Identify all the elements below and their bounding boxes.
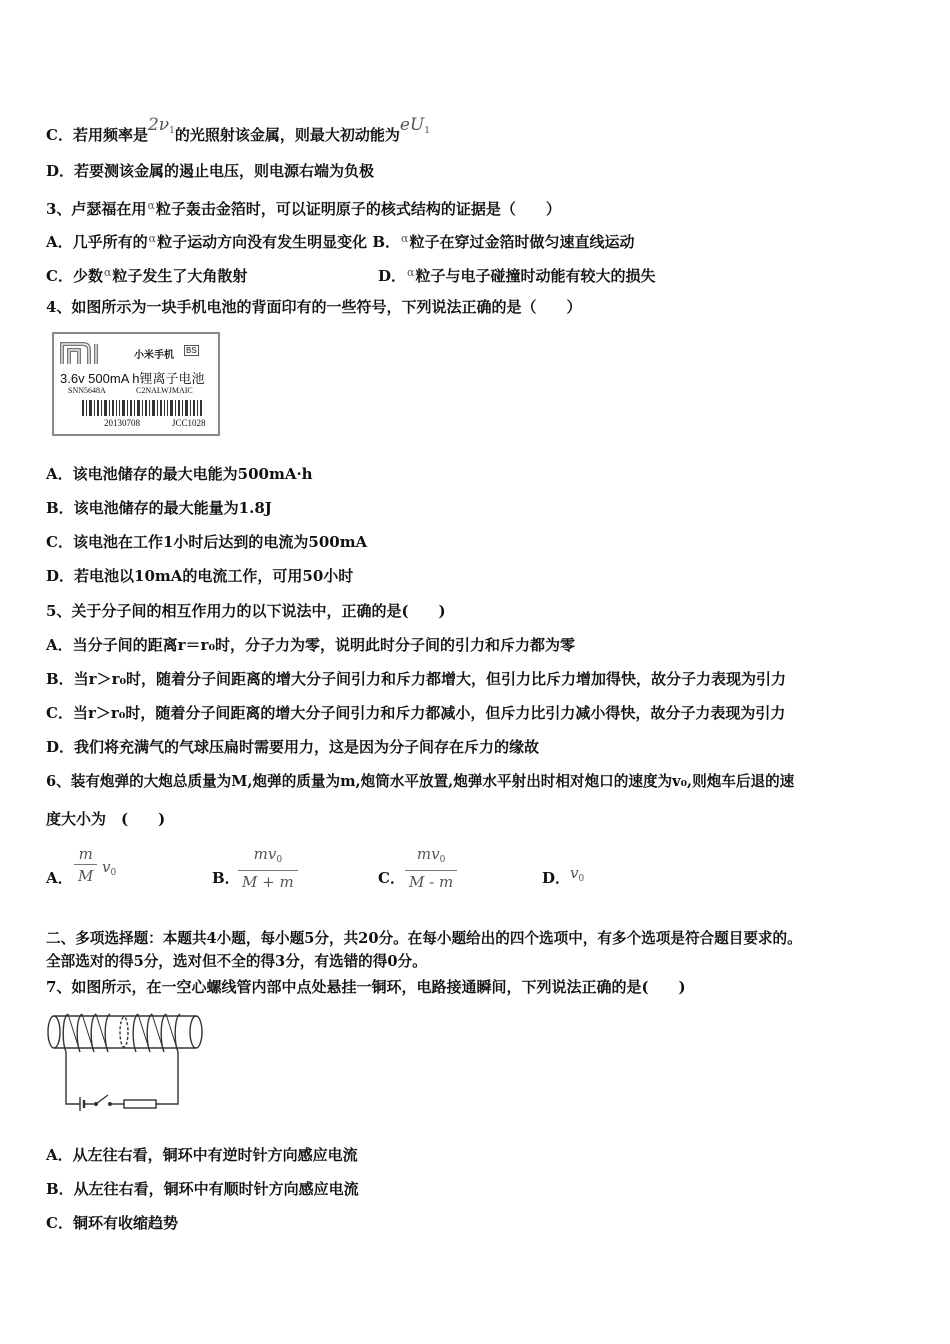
q3-option-d: D．$^\alpha$粒子与电子碰撞时动能有较大的损失 <box>378 266 656 285</box>
section2-header-line2: 全部选对的得5分，选对但不全的得3分，有选错的得0分。 <box>46 953 427 970</box>
battery-badge: BS <box>186 346 197 355</box>
battery-spec: 3.6v 500mA h锂离子电池 <box>60 371 205 386</box>
q6-option-b-fraction: $\frac{mv_0}{M + m}$ <box>238 844 298 893</box>
frequency-formula: $2\nu_1$ <box>147 115 175 136</box>
q3-options-ab: A．几乎所有的$^\alpha$粒子运动方向没有发生明显变化 B．$^\alpha$粒子在穿过金箔时做匀速直线运动 <box>46 232 635 251</box>
q6-option-a-velocity: $v_0$ <box>102 858 117 878</box>
battery-brand: 小米手机 <box>134 350 174 361</box>
q2-option-d: D．若要测该金属的遏止电压，则电源右端为负极 <box>46 162 375 180</box>
battery-code-left: SNN5648A <box>68 386 106 395</box>
q5-option-a: A．当分子间的距离r＝r₀时，分子力为零，说明此时分子间的引力和斥力都为零 <box>46 636 576 654</box>
q2-option-c: C．若用频率是$2\nu_1$的光照射该金属，则最大初动能为$eU_1$ <box>46 115 430 144</box>
q4-option-a: A．该电池储存的最大电能为500mA·h <box>46 465 313 483</box>
q6-stem-line2: 度大小为 ( ) <box>46 810 166 828</box>
q6-option-c-label: C． <box>378 869 405 887</box>
q5-option-b: B．当r＞r₀时，随着分子间距离的增大分子间引力和斥力都增大，但引力比斥力增加得快，故分子力表现为引力 <box>46 670 787 688</box>
q4-option-b: B．该电池储存的最大能量为1.8J <box>46 499 272 517</box>
q7-option-c: C．铜环有收缩趋势 <box>46 1214 178 1232</box>
q3-option-c: C．少数$^\alpha$粒子发生了大角散射 <box>46 266 248 285</box>
q6-option-d-label: D． <box>542 869 571 887</box>
q7-stem: 7、如图所示，在一空心螺线管内部中点处悬挂一铜环，电路接通瞬间，下列说法正确的是( ) <box>46 978 686 996</box>
q6-option-a-label: A． <box>46 869 73 887</box>
q6-option-b-label: B． <box>212 869 240 887</box>
q4-option-c: C．该电池在工作1小时后达到的电流为500mA <box>46 533 368 551</box>
q4-option-d: D．若电池以10mA的电流工作，可用50小时 <box>46 567 354 585</box>
q6-stem-line1: 6、装有炮弹的大炮总质量为M,炮弹的质量为m,炮筒水平放置,炮弹水平射出时相对炮口的速度为v₀,则炮车后退的速 <box>46 773 795 790</box>
q3-stem: 3、卢瑟福在用$^\alpha$粒子轰击金箔时，可以证明原子的核式结构的证据是（ ） <box>46 199 561 218</box>
battery-date: 20130708 <box>104 418 140 428</box>
q4-stem: 4、如图所示为一块手机电池的背面印有的一些符号，下列说法正确的是（ ） <box>46 298 582 316</box>
energy-formula: $eU_1$ <box>399 115 430 136</box>
q6-option-d-velocity: $v_0$ <box>570 864 585 884</box>
q7-option-b: B．从左往右看，铜环中有顺时针方向感应电流 <box>46 1180 359 1198</box>
q6-option-c-fraction: $\frac{mv_0}{M - m}$ <box>405 844 457 893</box>
battery-code-right: C2NALWJMAIC <box>136 386 193 395</box>
section2-header-line1: 二、多项选择题：本题共4小题，每小题5分，共20分。在每小题给出的四个选项中，有多个选项是符合题目要求的。 <box>46 930 802 947</box>
q5-option-c: C．当r＞r₀时，随着分子间距离的增大分子间引力和斥力都减小，但斥力比引力减小得快，故分子力表现为引力 <box>46 704 786 722</box>
q5-stem: 5、关于分子间的相互作用力的以下说法中，正确的是( ) <box>46 602 446 620</box>
solenoid-circuit-figure <box>44 1012 206 1112</box>
q6-option-a-fraction: $\frac{m}{M}$ <box>74 844 97 887</box>
battery-code-bottom: JCC1028 <box>172 418 206 428</box>
barcode-icon <box>82 400 202 416</box>
q7-option-a: A．从左往右看，铜环中有逆时针方向感应电流 <box>46 1146 358 1164</box>
q5-option-d: D．我们将充满气的气球压扁时需要用力，这是因为分子间存在斥力的缘故 <box>46 738 540 756</box>
battery-label-figure <box>52 332 220 436</box>
mi-logo-icon <box>59 339 101 367</box>
